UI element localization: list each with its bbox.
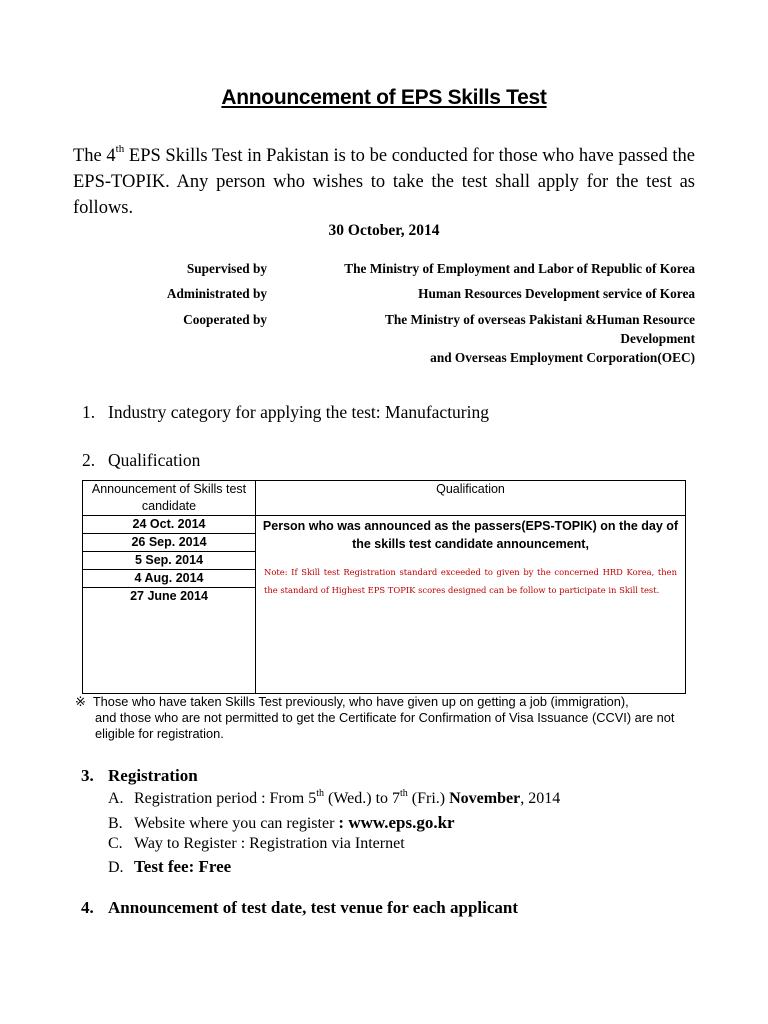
sub-item-letter: D.: [108, 859, 124, 876]
section-heading-text: Announcement of test date, test venue for each applicant: [108, 898, 519, 917]
intro-ordinal-suffix: th: [115, 143, 125, 155]
section-number: 3.: [81, 766, 94, 785]
fee-text: Test fee: Free: [134, 857, 232, 876]
page-title: Announcement of EPS Skills Test: [221, 86, 547, 109]
intro-text-rest: EPS Skills Test in Pakistan is to be conducted for those who have passed the EPS-TOPIK. Any person who wishes to take the test shall apply for the test as follows.: [73, 146, 695, 218]
announcement-date: 27 June 2014: [130, 589, 208, 603]
announcement-dates-cell: [83, 516, 256, 694]
list-item-qualification: [82, 450, 200, 471]
period-sup-1: th: [316, 788, 324, 799]
sub-item-letter: B.: [108, 815, 123, 832]
registration-way: [108, 835, 405, 853]
cooperated-label: Cooperated by: [183, 312, 267, 327]
section-registration-heading: [81, 766, 198, 786]
section-heading-text: Registration: [108, 766, 198, 785]
sub-item-letter: C.: [108, 835, 123, 852]
list-item-number: 1.: [82, 402, 96, 422]
way-text: Way to Register : Registration via Internet: [134, 835, 405, 852]
administrated-value: Human Resources Development service of Korea: [418, 286, 695, 301]
cooperated-value-line-1: The Ministry of overseas Pakistani &Human Resource: [385, 312, 695, 327]
registration-website: [108, 813, 455, 833]
period-sup-2: th: [400, 788, 408, 799]
list-item-industry: [82, 402, 489, 423]
test-date: 30 October, 2014: [328, 222, 440, 239]
cooperated-value-line-2: Development: [620, 331, 695, 346]
table-header-announcement: Announcement of Skills test candidate: [83, 481, 256, 516]
cooperated-value-line-3: and Overseas Employment Corporation(OEC): [430, 350, 695, 365]
website-link[interactable]: : www.eps.go.kr: [338, 813, 455, 832]
period-year: , 2014: [520, 790, 561, 807]
announcement-date: 26 Sep. 2014: [83, 534, 255, 552]
sub-item-letter: A.: [108, 790, 124, 807]
eligibility-footnote: [75, 694, 705, 742]
period-text-2: (Wed.) to 7: [323, 790, 401, 807]
period-text-3: (Fri.): [407, 790, 450, 807]
registration-fee: [108, 857, 231, 877]
announcement-date: 24 Oct. 2014: [83, 516, 255, 534]
supervised-label: Supervised by: [186, 261, 267, 276]
footnote-line-1: Those who have taken Skills Test previously, who have given up on getting a job (immigration),: [92, 694, 629, 709]
list-item-text: Industry category for applying the test: Manufacturing: [108, 402, 490, 422]
website-text: Website where you can register: [134, 815, 339, 832]
administrated-label: Administrated by: [166, 286, 267, 301]
period-text-1: Registration period : From 5: [134, 790, 317, 807]
table-header-qualification: Qualification: [256, 481, 686, 516]
announcement-date: 4 Aug. 2014: [83, 570, 255, 588]
supervised-value: The Ministry of Employment and Labor of Republic of Korea: [344, 261, 695, 276]
intro-text-start: The 4: [73, 146, 116, 166]
reference-mark-icon: ※: [75, 694, 86, 709]
list-item-text: Qualification: [108, 450, 201, 470]
qualification-text: Person who was announced as the passers(EPS-TOPIK) on the day of the skills test candidate announcement,: [262, 519, 679, 551]
qualification-note: Note: If Skill test Registration standard exceeded to given by the concerned HRD Korea, then the standard of Highest EPS TOPIK scores designed can be follow to participate in Skill test.: [264, 567, 677, 595]
registration-period: [108, 790, 560, 808]
cooperated-value: [285, 310, 695, 367]
qualification-cell: [256, 516, 686, 694]
footnote-rest: and those who are not permitted to get the Certificate for Confirmation of Visa Issuance (CCVI) are not eligible for registration.: [95, 710, 675, 741]
intro-paragraph: [73, 143, 695, 221]
period-month: November: [449, 790, 521, 807]
qualification-table: [82, 480, 686, 694]
announcement-date: 5 Sep. 2014: [83, 552, 255, 570]
section-announcement-heading: [81, 898, 518, 918]
section-number: 4.: [81, 898, 94, 917]
list-item-number: 2.: [82, 450, 96, 470]
